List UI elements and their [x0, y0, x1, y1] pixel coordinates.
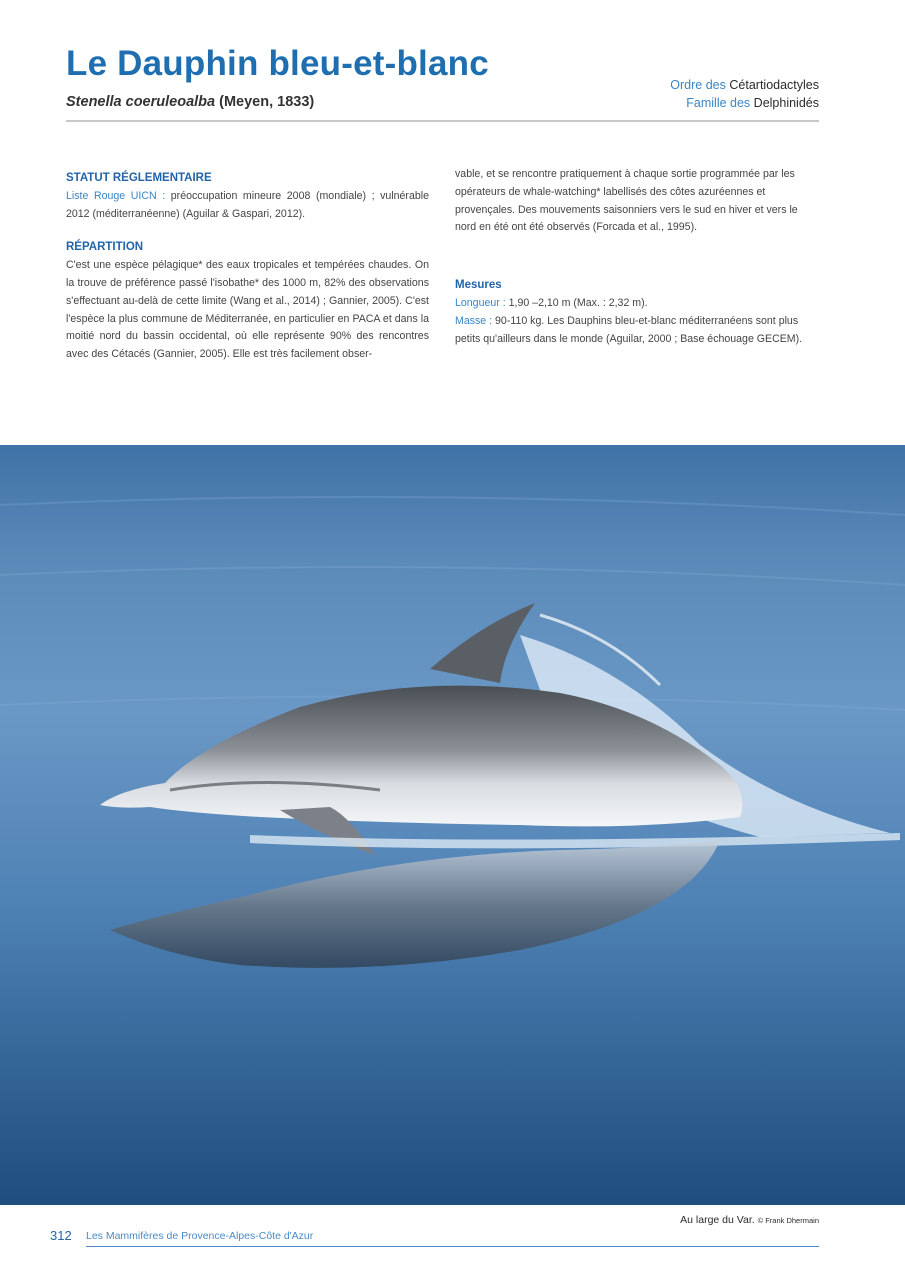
- mesures-heading: Mesures: [455, 279, 502, 292]
- page-number: 312: [50, 1228, 72, 1243]
- taxonomy-family: [670, 94, 819, 112]
- caption-text: Au large du Var.: [680, 1214, 755, 1226]
- footer-divider: [86, 1246, 819, 1247]
- repartition-paragraph: C'est une espèce pélagique* des eaux tropicales et tempérées chaudes. On la trouve de préférence passé l'isobathe* des 1000 m, 82% des observations s'effectuant au-delà de cette limite (Wang et al., 2014) ; Gannier, 2005). C'est l'espèce la plus commune de Méditerranée, en particulier en PACA et dans la moitié nord du bassin occidental, où elle représente 90% des rencontres avec des Cétacés (Gannier, 2005). Elle est très facilement obser-: [66, 259, 429, 361]
- family-label: Famille des: [686, 96, 751, 110]
- latin-name: Stenella coeruleoalba: [66, 94, 216, 110]
- masse-line: [455, 313, 818, 349]
- repartition-paragraph-continued: vable, et se rencontre pratiquement à chaque sortie programmée par les opérateurs de whale-watching* labellisés des côtes azuréennes et provençales. Des mouvements saisonniers vers le sud en hiver et vers le nord en été ont été observés (Forcada et al., 1995).: [455, 168, 798, 234]
- uicn-label: Liste Rouge UICN :: [66, 189, 166, 202]
- masse-text: 90-110 kg. Les Dauphins bleu-et-blanc méditerranéens sont plus petits qu'ailleurs dans le monde (Aguilar, 2000 ; Base échouage GECEM).: [455, 314, 803, 345]
- species-author: (Meyen, 1833): [219, 94, 315, 110]
- page-title: Le Dauphin bleu-et-blanc: [66, 44, 489, 83]
- book-title: Les Mammifères de Provence-Alpes-Côte d'Azur: [86, 1230, 314, 1242]
- header-divider: [66, 120, 819, 122]
- photo-credit: © Frank Dhermain: [757, 1216, 819, 1225]
- order-value: Cétartiodactyles: [729, 78, 819, 92]
- longueur-label: Longueur :: [455, 296, 506, 309]
- order-label: Ordre des: [670, 78, 726, 92]
- taxonomy-block: [670, 76, 819, 112]
- longueur-text: 1,90 –2,10 m (Max. : 2,32 m).: [505, 296, 648, 309]
- repartition-heading: RÉPARTITION: [66, 241, 144, 254]
- statut-paragraph: [66, 188, 429, 224]
- longueur-line: [455, 295, 818, 313]
- taxonomy-order: [670, 76, 819, 94]
- text-column-left: [66, 166, 429, 364]
- statut-heading: STATUT RÉGLEMENTAIRE: [66, 172, 212, 184]
- dolphin-photo: [0, 445, 905, 1205]
- masse-label: Masse :: [455, 314, 493, 327]
- text-column-right: [455, 166, 818, 348]
- uicn-text: préoccupation mineure 2008 (mondiale) ; vulnérable 2012 (méditerranéenne) (Aguilar & Gaspari, 2012).: [66, 189, 429, 220]
- species-latin-name: [66, 94, 314, 110]
- family-value: Delphinidés: [753, 96, 819, 110]
- photo-caption: [680, 1214, 819, 1226]
